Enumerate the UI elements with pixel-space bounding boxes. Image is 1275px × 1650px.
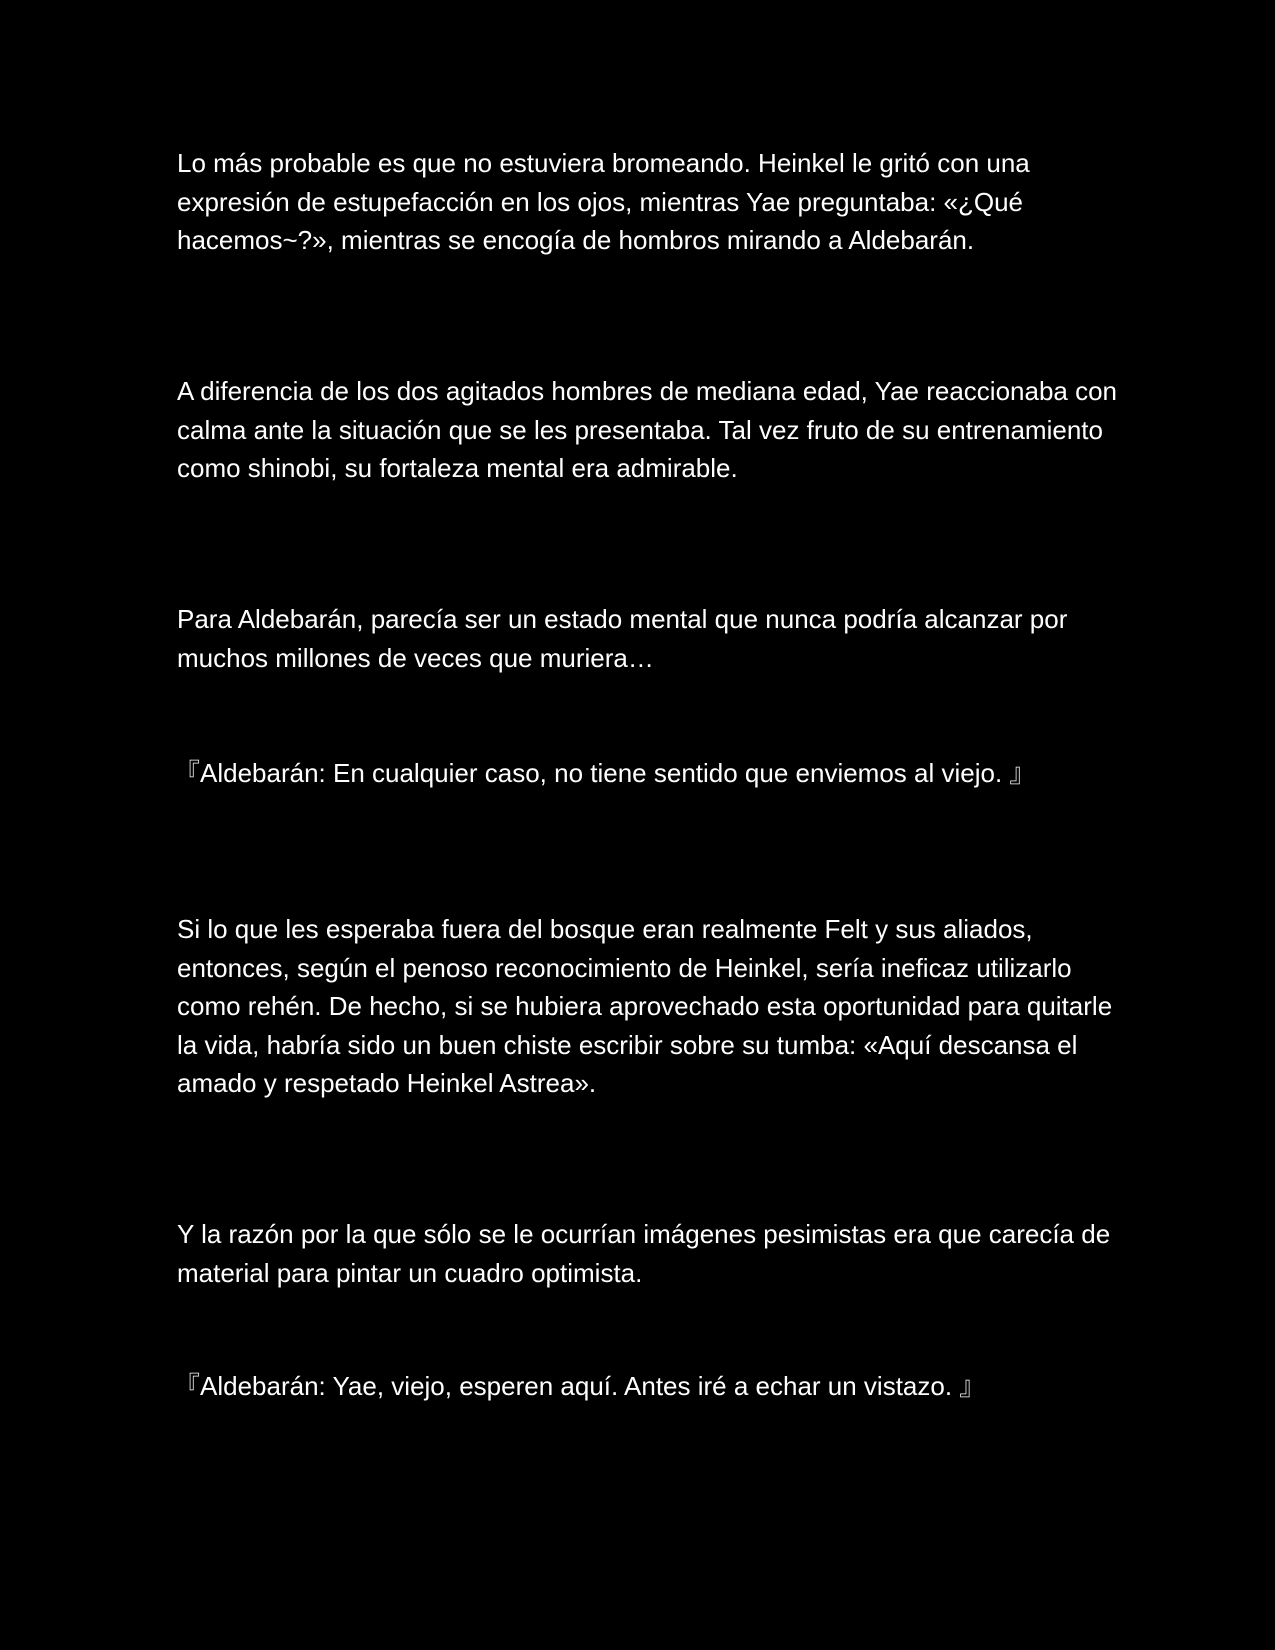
paragraph-5: Y la razón por la que sólo se le ocurrían imágenes pesimistas era que carecía de material para pintar un cuadro optimista. <box>177 1219 1111 1288</box>
paragraph-2: A diferencia de los dos agitados hombres de mediana edad, Yae reaccionaba con calma ante la situación que se les presentaba. Tal vez fruto de su entrenamiento como shinobi, su fortaleza mental era admirable. <box>177 376 1118 484</box>
paragraph-4: Si lo que les esperaba fuera del bosque eran realmente Felt y sus aliados, entonces, según el penoso reconocimiento de Heinkel, sería ineficaz utilizarlo como rehén. De hecho, si se hubiera aprovechado esta oportunidad para quitarle la vida, habría sido un buen chiste escribir sobre su tumba: «Aquí descansa el amado y respetado Heinkel Astrea». <box>177 914 1113 1099</box>
paragraph-3: Para Aldebarán, parecía ser un estado mental que nunca podría alcanzar por muchos millones de veces que muriera… <box>177 604 1068 673</box>
dialogue-line-1: 『Aldebarán: En cualquier caso, no tiene sentido que enviemos al viejo. 』 <box>174 758 1036 788</box>
paragraph-1: Lo más probable es que no estuviera bromeando. Heinkel le gritó con una expresión de estupefacción en los ojos, mientras Yae preguntaba: «¿Qué hacemos~?», mientras se encogía de hombros mirando a Aldebarán. <box>177 148 1030 256</box>
dialogue-line-2: 『Aldebarán: Yae, viejo, esperen aquí. Antes iré a echar un vistazo. 』 <box>174 1371 986 1401</box>
